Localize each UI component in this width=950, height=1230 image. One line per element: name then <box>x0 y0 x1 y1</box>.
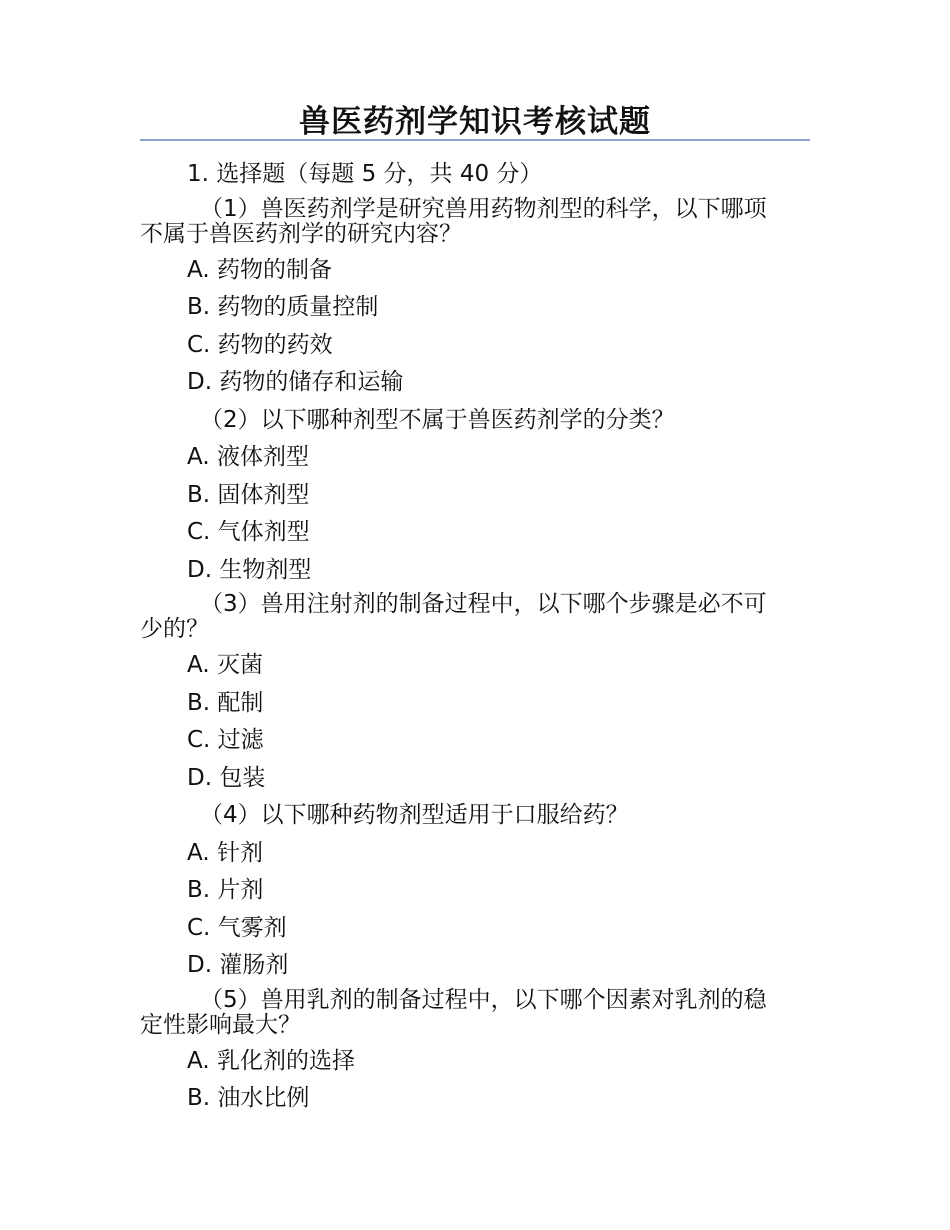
question-3-option-b: B. 配制 <box>187 689 264 716</box>
question-2-option-c: C. 气体剂型 <box>187 519 310 545</box>
question-5-option-a: A. 乳化剂的选择 <box>187 1047 355 1074</box>
title-underline <box>140 139 810 141</box>
question-5-option-b: B. 油水比例 <box>187 1085 310 1111</box>
question-3-option-d: D. 包装 <box>187 764 266 791</box>
question-5-line1: （5）兽用乳剂的制备过程中，以下哪个因素对乳剂的稳 <box>200 986 767 1013</box>
question-3 <box>140 589 810 647</box>
question-1-line2: 不属于兽医药剂学的研究内容？ <box>140 220 462 247</box>
question-2-option-b: B. 固体剂型 <box>187 481 310 508</box>
question-4-option-a: A. 针剂 <box>187 839 263 866</box>
question-3-line2: 少的？ <box>140 616 209 642</box>
question-3-option-a: A. 灭菌 <box>187 652 263 678</box>
section-heading: 1. 选择题（每题 5 分，共 40 分） <box>187 161 543 187</box>
question-4-option-b: B. 片剂 <box>187 877 264 903</box>
question-1-option-c: C. 药物的药效 <box>187 331 333 358</box>
document-title: 兽医药剂学知识考核试题 <box>299 104 651 140</box>
question-2-option-d: D. 生物剂型 <box>187 556 312 583</box>
question-1-line1: （1）兽医药剂学是研究兽用药物剂型的科学，以下哪项 <box>200 195 767 222</box>
question-1-option-d: D. 药物的储存和运输 <box>187 369 404 395</box>
document-body <box>140 156 810 1118</box>
question-4-option-d: D. 灌肠剂 <box>187 952 289 978</box>
question-1 <box>140 194 810 252</box>
question-5 <box>140 985 810 1043</box>
question-3-option-c: C. 过滤 <box>187 727 264 753</box>
question-3-line1: （3）兽用注射剂的制备过程中，以下哪个步骤是必不可 <box>200 591 767 617</box>
question-4-option-c: C. 气雾剂 <box>187 914 287 941</box>
question-2: （2）以下哪种剂型不属于兽医药剂学的分类？ <box>200 406 675 433</box>
question-1-option-b: B. 药物的质量控制 <box>187 294 379 320</box>
question-2-option-a: A. 液体剂型 <box>187 444 309 470</box>
question-4: （4）以下哪种药物剂型适用于口服给药？ <box>200 802 629 828</box>
question-5-line2: 定性影响最大？ <box>140 1011 301 1038</box>
question-1-option-a: A. 药物的制备 <box>187 256 332 283</box>
